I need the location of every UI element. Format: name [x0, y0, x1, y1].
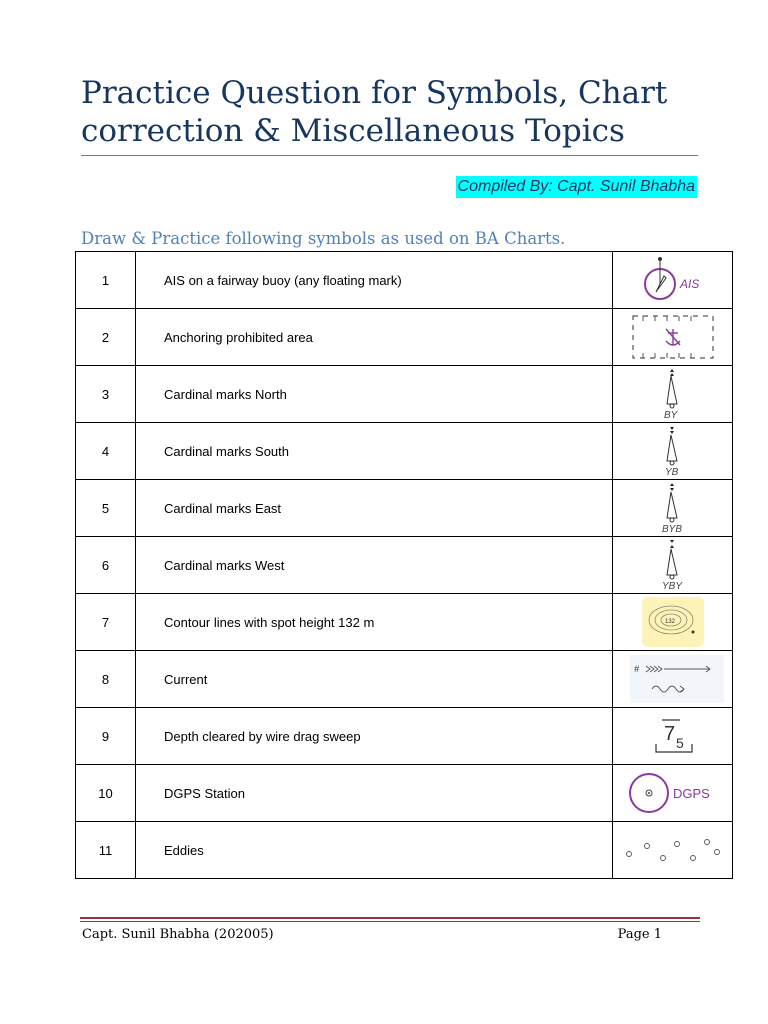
symbol-cell	[613, 309, 733, 366]
row-description: Depth cleared by wire drag sweep	[136, 708, 613, 765]
symbol-cell	[613, 480, 733, 537]
table-row	[76, 651, 733, 708]
contour-lines-icon	[641, 596, 705, 648]
row-description: Anchoring prohibited area	[136, 309, 613, 366]
symbol-cell	[613, 252, 733, 309]
row-number: 10	[76, 765, 136, 822]
table-row	[76, 822, 733, 879]
table-row	[76, 537, 733, 594]
footer-author: Capt. Sunil Bhabha (202005)	[82, 927, 274, 942]
row-number: 8	[76, 651, 136, 708]
symbols-table	[75, 251, 733, 879]
symbol-cell	[613, 708, 733, 765]
dgps-station-icon	[617, 767, 729, 819]
symbol-cell	[613, 594, 733, 651]
section-heading: Draw & Practice following symbols as used on BA Charts.	[81, 229, 566, 248]
eddies-icon	[617, 824, 729, 876]
row-number: 2	[76, 309, 136, 366]
table-row	[76, 765, 733, 822]
page-number: Page 1	[617, 927, 662, 942]
icon-sublabel: 5	[675, 735, 684, 751]
cardinal-south-icon	[643, 425, 703, 477]
symbol-cell	[613, 765, 733, 822]
table-row	[76, 480, 733, 537]
symbol-cell	[613, 651, 733, 708]
icon-label: BYB	[661, 524, 682, 534]
row-description: Contour lines with spot height 132 m	[136, 594, 613, 651]
row-description: AIS on a fairway buoy (any floating mark)	[136, 252, 613, 309]
table-row	[76, 594, 733, 651]
symbol-cell	[613, 822, 733, 879]
anchoring-prohibited-icon	[623, 311, 723, 363]
row-description: Cardinal marks North	[136, 366, 613, 423]
icon-label: 132	[664, 619, 675, 625]
cardinal-west-icon	[643, 539, 703, 591]
icon-label: BY	[663, 410, 677, 420]
title-divider	[81, 155, 698, 156]
icon-label: AIS	[679, 277, 699, 291]
row-number: 4	[76, 423, 136, 480]
row-description: DGPS Station	[136, 765, 613, 822]
row-description: Cardinal marks West	[136, 537, 613, 594]
wire-drag-sweep-icon	[638, 710, 708, 762]
page-title: Practice Question for Symbols, Chart correction & Miscellaneous Topics	[81, 75, 668, 149]
table-row	[76, 366, 733, 423]
symbol-cell	[613, 366, 733, 423]
row-description: Current	[136, 651, 613, 708]
compiled-by: Compiled By: Capt. Sunil Bhabha	[456, 176, 697, 198]
row-description: Cardinal marks East	[136, 480, 613, 537]
symbol-cell	[613, 423, 733, 480]
icon-label: 7	[663, 723, 675, 745]
row-number: 11	[76, 822, 136, 879]
cardinal-east-icon	[643, 482, 703, 534]
row-number: 5	[76, 480, 136, 537]
footer-rule	[80, 921, 700, 922]
table-row	[76, 423, 733, 480]
row-number: 9	[76, 708, 136, 765]
symbol-cell	[613, 537, 733, 594]
table-row	[76, 708, 733, 765]
icon-label: DGPS	[672, 786, 710, 801]
table-row	[76, 252, 733, 309]
current-icon	[618, 653, 728, 705]
row-description: Eddies	[136, 822, 613, 879]
ais-buoy-icon	[618, 254, 728, 306]
table-row	[76, 309, 733, 366]
row-description: Cardinal marks South	[136, 423, 613, 480]
cardinal-north-icon	[643, 368, 703, 420]
row-number: 3	[76, 366, 136, 423]
icon-label: YBY	[661, 581, 682, 591]
icon-label: YB	[664, 467, 678, 477]
icon-label: #	[633, 664, 639, 674]
footer-rule	[80, 917, 700, 919]
row-number: 7	[76, 594, 136, 651]
row-number: 1	[76, 252, 136, 309]
row-number: 6	[76, 537, 136, 594]
